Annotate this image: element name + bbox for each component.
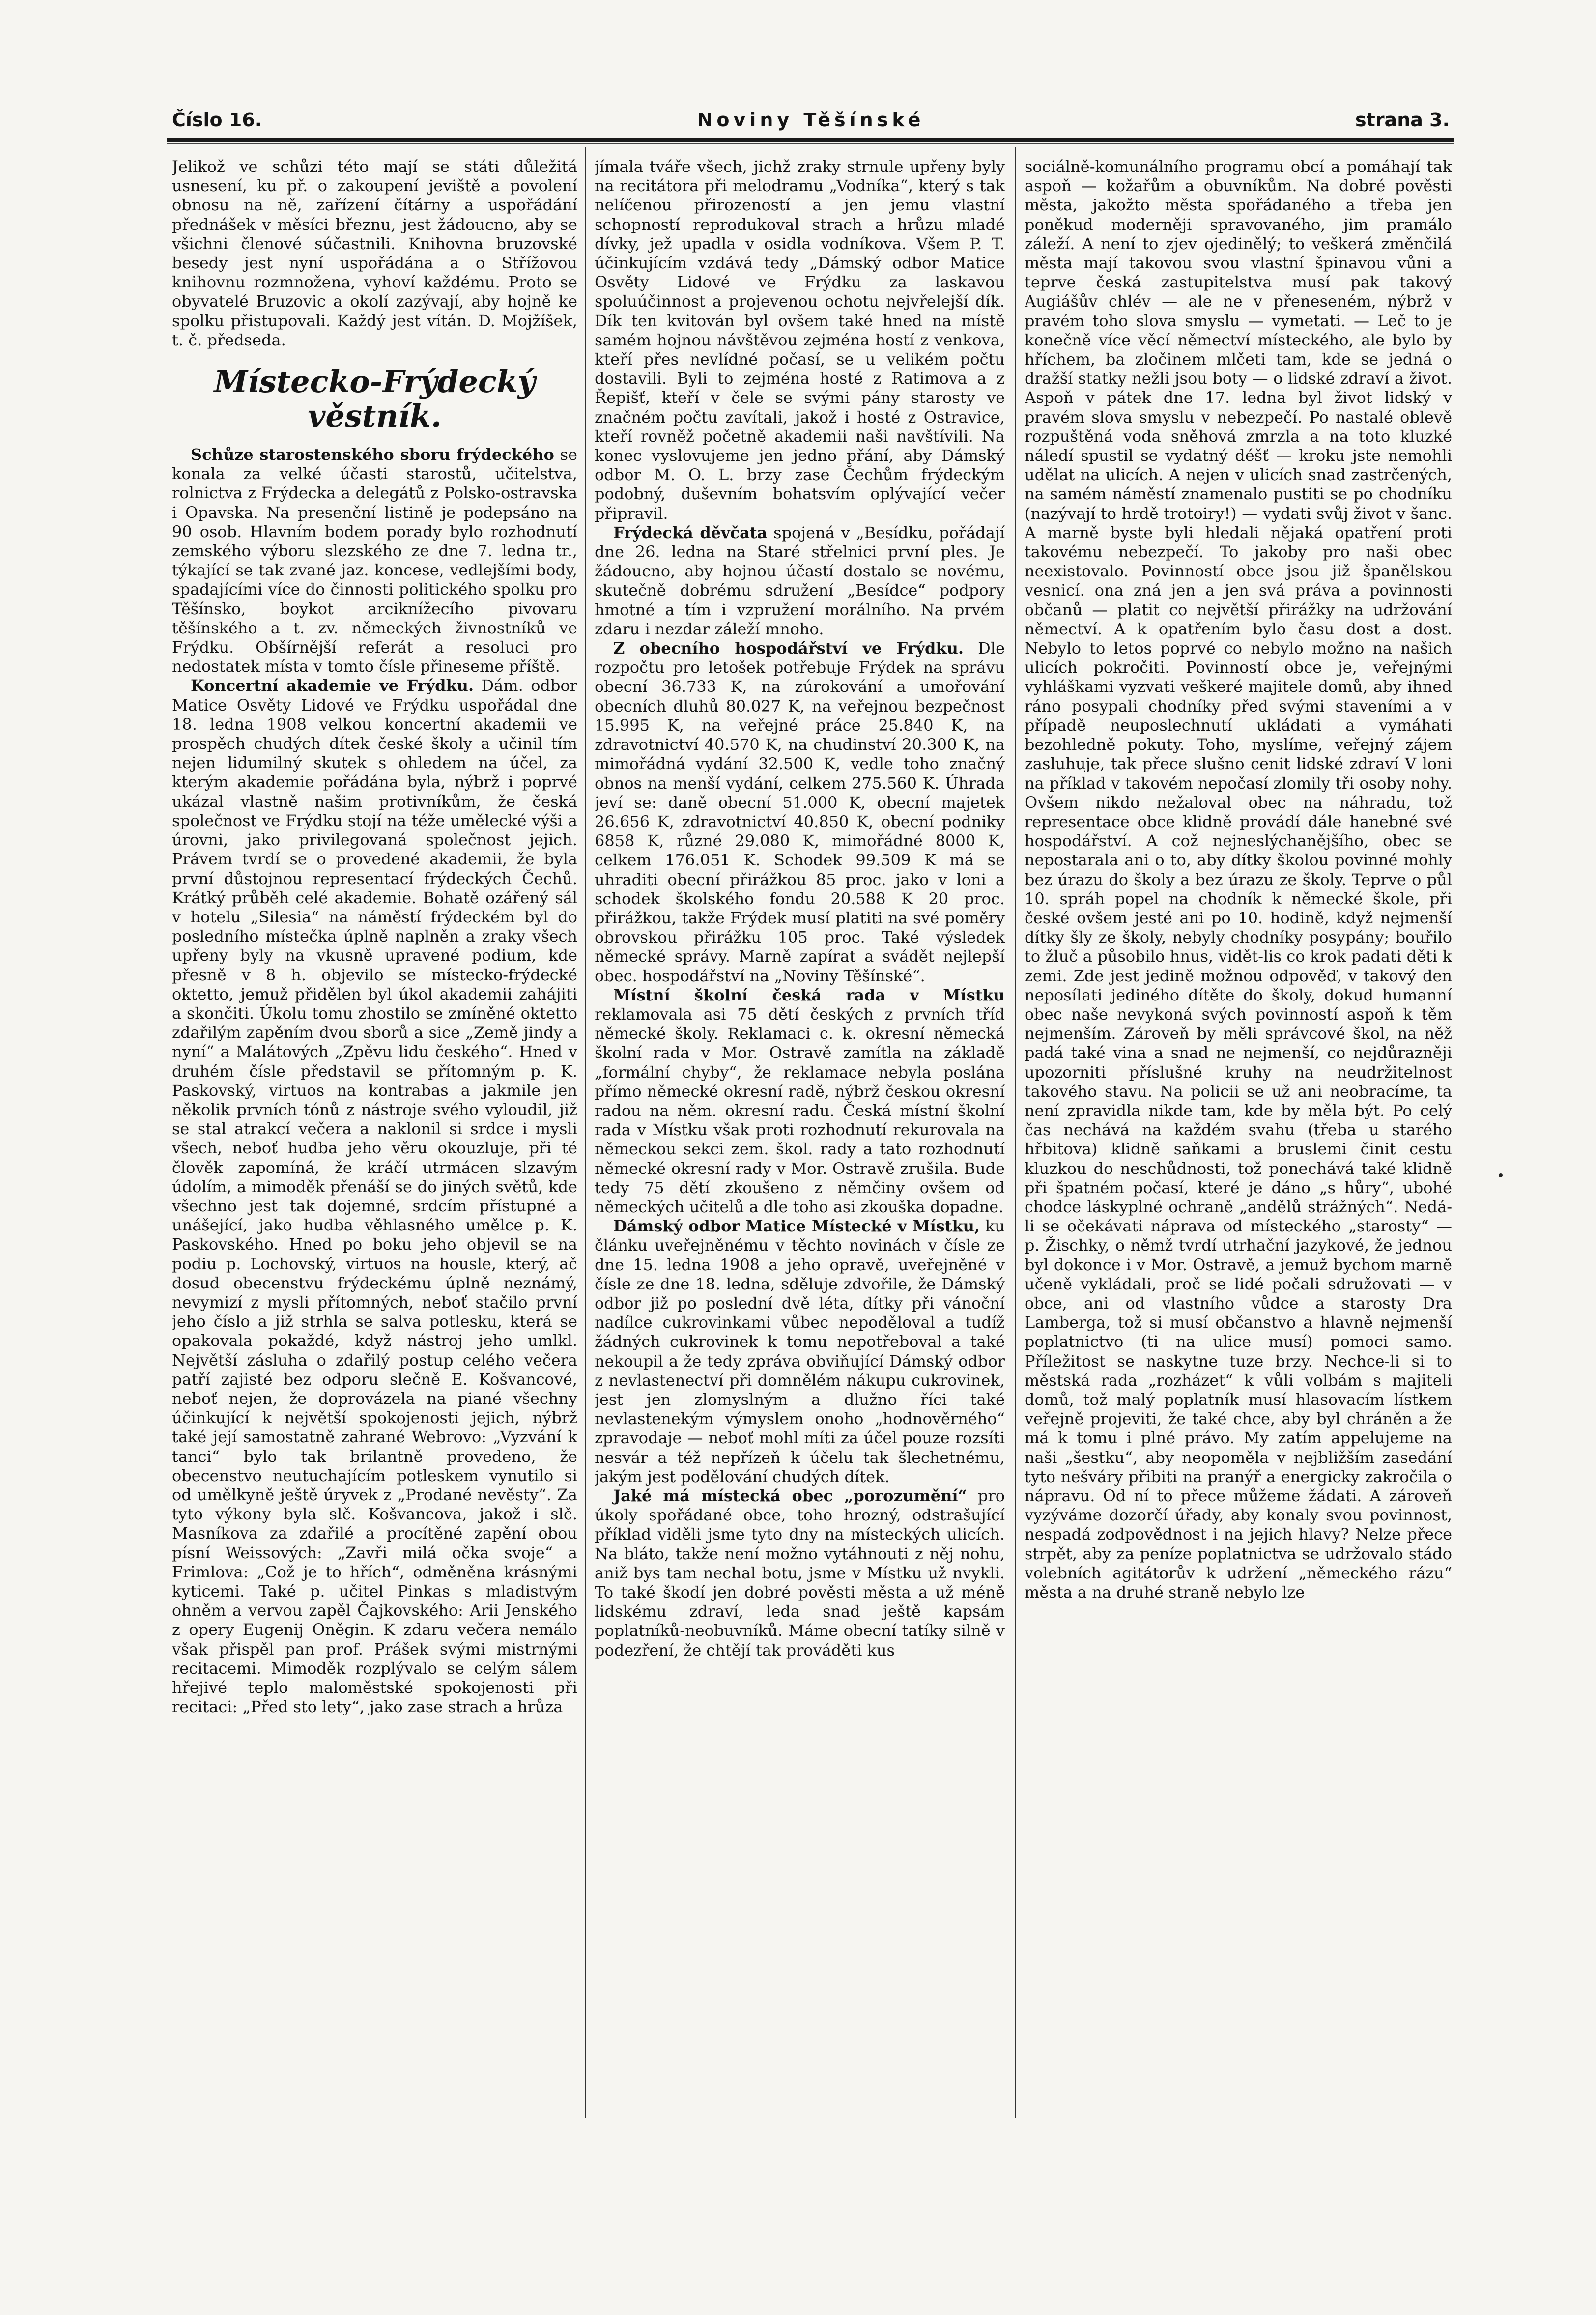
header-rule-thin: [167, 143, 1454, 144]
article-text: se konala za velké účasti starostů, učitelstva, rolnictva z Frýdecka a delegátů z Polsko-ostravska i Opavska. Na presenční listině je podepsáno na 90 osob. Hlavním bodem porady bylo rozhodnutí zemského výboru slezského ze dne 7. ledna tr., týkající se tak zvané jaz. koncese, vedlejšími body, spadajícími více do činnosti politického spolku pro Těšínsko, boykot arciknížecího pivovaru těšínského a t. zv. německých živnostníků ve Frýdku. Obšírnější referát a resoluci pro nedostatek místa v tomto čísle přineseme příště.: [172, 445, 577, 676]
article-paragraph: [595, 1217, 1005, 1486]
article-lead: Místní školní česká rada v Místku: [613, 985, 1005, 1004]
column-3: [1025, 157, 1452, 2118]
article-lead: Frýdecká děvčata: [613, 523, 768, 542]
article-paragraph: [595, 986, 1005, 1217]
masthead-title: Noviny Těšínské: [697, 109, 925, 131]
article-text: Dle rozpočtu pro letošek potřebuje Frýdek na správu obecní 36.733 K, na zúrokování a umořování obecních dluhů 80.027 K, na veřejnou bezpečnost 15.995 K, na veřejné práce 25.840 K, na zdravotnictví 40.570 K, na chudinství 20.300 K, na mimořádná vydání 32.500 K, vedle toho značný obnos na menší vydání, celkem 275.560 K. Úhrada jeví se: daně obecní 51.000 K, obecní majetek 26.656 K, zdravotnictví 40.850 K, obecní podniky 6858 K, různé 29.080 K, mimořádné 8000 K, celkem 176.051 K. Schodek 99.509 K má se uhraditi obecní přirážkou 85 proc. jako v loni a schodek školského fondu 20.588 K 20 proc. přirážkou, takže Frýdek musí platiti na své poměry obrovskou přirážku 105 proc. Také výsledek německé správy. Marně zapírat a svádět nejlepší obec. hospodářství na „Noviny Těšínské“.: [595, 639, 1005, 985]
article-text: spojená v „Besídku, pořádají dne 26. ledna na Staré střelnici první ples. Je žádoucno, aby hojnou účastí dostalo se novému, skutečně dobrému sdružení „Besídce“ podpory hmotné a tím i vzpružení morálního. Na prvém zdaru i nezdar záleží mnoho.: [595, 523, 1005, 638]
article-paragraph: Jelikož ve schůzi této mají se státi důležitá usnesení, ku př. o zakoupení jeviště a povolení obnosu na ně, zařízení čítárny a uspořádání přednášek v měsíci březnu, jest žádoucno, aby se všichni členové súčastnili. Knihovna bruzovské besedy jest nyní uspořádána a o Střížovou knihovnu rozmnožena, vyhoví každému. Proto se obyvatelé Bruzovic a okolí zazývají, aby hojně ke spolku přistupovali. Každý jest vítán. D. Mojžíšek, t. č. předseda.: [172, 157, 577, 349]
issue-number: Číslo 16.: [172, 109, 262, 131]
article-paragraph: sociálně-komunálního programu obcí a pomáhají tak aspoň — kožařům a obuvníkům. Na dobré pověsti města, jakožto města spořádaného a třeba jen poněkud moderněji spravovaného, jim pramálo záleží. A není to zjev ojedinělý; to veškerá změnčilá města mají takovou svou vlastní špinavou vůni a teprve česká zastupitelstva musí pak takový Augiášův chlév — ale ne v přeneseném, nýbrž v pravém toho slova smyslu — vymetati. — Leč to je konečně více věcí němectví místeckého, ale bylo by hříchem, ba zločinem mlčeti tam, kde se jedná o dražší statky nežli jsou boty — o lidské zdraví a život. Aspoň v pátek dne 17. ledna byl život lidský v pravém slova smyslu v nebezpečí. Po nastalé oblevě rozpuštěná voda sněhová zmrzla a na toto kluzké náledí spustil se vydatný déšť — kroku jste nemohli udělat na ulicích. A nejen v ulicích snad zastrčených, na samém náměstí znamenalo pustiti se po chodníku (nazývají to hrdě trotoiry!) — vydati svůj život v šanc. A marně byste byli hledali nějaká opatření proti takovému nebezpečí. To jakoby pro naši obec neexistovalo. Povinností obce jsou již španělskou vesnicí. ona zná jen a jen svá práva a povinnosti občanů — platit co největší přirážky na udržování němectví. A k opatřením bylo času dost a dost. Nebylo to letos poprvé co nebylo možno na našich ulicích pokročiti. Povinností obce je, veřejnými vyhláškami vyzvati veškeré majitele domů, aby ihned ráno posypali chodníky před svými staveními a v případě neuposlechnutí ukládati a vymáhati bezohledně pokuty. Toho, myslíme, veřejný zájem zasluhuje, tak přece slušno cenit lidské zdraví V loni na příklad v takovém nepočasí zlomily tři osoby nohy. Ovšem nikdo nežaloval obec na náhradu, tož representace obce klidně provádí dále hanebné své hospodářství. A což nejneslýchanějšího, obec se nepostarala ani o to, aby dítky školou povinné mohly bez úrazu do školy a bez úrazu ze školy. Teprve o půl 10. spráh popel na chodník k německé škole, při české ovšem jesté ani po 10. hodině, když nejmenší dítky šly ze školy, nebyly chodníky posypány; bouřilo to žluč a působilo hnus, vidět-lis co krok padati děti k zemi. Zde jest jedině možnou odpověď, v takový den neposílati jediného dítěte do školy, dokud humanní obec naše nevykoná svých povinností aspoň k těm nejmenším. Zároveň by měli správcové škol, na něž padá také vina a snad ne nejmenší, co nejdůrazněji upozorniti příslušné kruhy na neudržitelnost takového stavu. Na policii se už ani neobracíme, ta není zpravidla nikde tam, kde by měla být. Po celý čas nechává na každém svahu (třeba u starého hřbitova) klidně saňkami a bruslemi činit cestu kluzkou do neschůdnosti, tož ponechává také klidně při špatném počasí, které je dáno „s hůry“, ubohé chodce láskyplné ochraně „andělů strážných“. Nedá-li se očekávati náprava od místeckého „starosty“ — p. Žischky, o němž tvrdí utrhační jazykové, že jednou byl dokonce i v Mor. Ostravě, a jemuž bychom marně učeně vykládali, proč se lidé počali sdružovati — v obce, ani od vlastního vůdce a starosty Dra Lamberga, tož si musí občanstvo a hlavně nejmenší poplatnictvo (ti na ulice musí) pomoci samo. Příležitost se naskytne tuze brzy. Nechce-li si to městská rada „rozházet“ k vůli volbám s majiteli domů, tož malý poplatník musí hlasovacím lístkem veřejně projeviti, že také chce, aby byl chráněn a že má k tomu i plné právo. My zatím appelujeme na naši „šestku“, aby neopoměla v nejbližším zasedání tyto nešváry přibiti na pranýř a energicky zakročila o nápravu. Od ní to přece můžeme žádati. A zároveň vyzýváme dozorčí úřady, aby konaly svou povinnost, nespadá zodpovědnost i na jejich hlavy? Nelze přece strpět, aby za peníze poplatnictva se udržovalo stádo volebních agitátorův k udržení „německého rázu“ města a na druhé straně nebylo lze: [1025, 157, 1452, 1602]
article-text: pro úkoly spořádané obce, toho hrozný, odstrašující příklad viděli jsme tyto dny na místeckých ulicích. Na bláto, takže není možno vytáhnouti z něj nohu, aniž bys tam nechal botu, jsme v Místku už nvykli. To také škodí jen dobré pověsti města a už méně lidskému zdraví, leda snad ještě kapsám poplatníků-neobuvníků. Máme obecní tatíky silně v podezření, že chtějí tak prováděti kus: [595, 1486, 1005, 1659]
article-text: Dám. odbor Matice Osvěty Lidové ve Frýdku uspořádal dne 18. ledna 1908 velkou koncertní akademii ve prospěch chudých dítek české školy a učinil tím nejen lidumilný skutek s ohledem na účel, za kterým akademie pořádána byla, nýbrž i poprvé ukázal vlastně našim protivníkům, že česká společnost ve Frýdku stojí na téže umělecké výši a úrovni, jako privilegovaná společnost jejich. Právem tvrdí se o provedené akademii, že byla první důstojnou representací frýdeckých Čechů. Krátký průběh celé akademie. Bohatě ozářený sál v hotelu „Silesia“ na náměstí frýdeckém byl do posledního místečka úplně naplněn a zraky všech upřeny byly na vkusně upravené podium, kde přesně v 8 h. objevilo se místecko-frýdecké oktetto, jemuž přidělen byl úkol akademii zahájiti a skončiti. Úkolu tomu zhostilo se zmíněné oktetto zdařilým zapěním dvou sborů a sice „Země jindy a nyní“ a Malátových „Zpěvu lidu českého“. Hned v druhém čísle představil se přítomným p. K. Paskovský, virtuos na kontrabas a jakmile jen několik prvních tónů z nástroje svého vyloudil, již se stal atrakcí večera a naklonil si srdce i mysli všech, neboť hudba jeho věru okouzluje, při té člověk zapomíná, že kráčí utrmácen slzavým údolím, a mimoděk přenáší se do jiných světů, kde všechno jest tak dojemné, srdcím přístupné a unášející, jako hudba věhlasného umělce p. K. Paskovského. Hned po boku jeho objevil se na podiu p. Lochovský, virtuos na housle, který, ač dosud obecenstvu frýdeckému úplně neznámý, nevymizí z mysli přítomných, neboť stačilo první jeho číslo a již strhla se salva potlesku, která se opakovala pokaždé, když nástroj jeho umlkl. Největší zásluha o zdařilý postup celého večera patří zajisté bez odporu slečně E. Košvancové, neboť nejen, že doprovázela na piané všechny účinkující k největší spokojenosti jejich, nýbrž také její samostatně zahrané Webrovo: „Vyzvání k tanci“ bylo tak brilantně provedeno, že obecenstvo neutuchajícím potleskem vynutilo si od umělkyně ještě úryvek z „Prodané nevěsty“. Za tyto výkony byla slč. Košvancova, jakož i slč. Masníkova za zdařilé a procítěné zapění obou písní Weissových: „Zavři milá očka svoje“ a Frimlova: „Což je to hřích“, odměněna krásnými kyticemi. Také p. učitel Pinkas s mladistvým ohněm a vervou zapěl Čajkovského: Arii Jenského z opery Eugenij Oněgin. K zdaru večera nemálo však přispěl pan prof. Prášek svými mistrnými recitacemi. Mimoděk rozplývalo se celým sálem hřejivé teplo maloměstské spokojenosti při recitaci: „Před sto lety“, jako zase strach a hrůza: [172, 676, 577, 1716]
article-lead: Z obecního hospodářství ve Frýdku.: [613, 639, 964, 658]
column-2: [595, 157, 1005, 2118]
article-paragraph: [595, 1486, 1005, 1660]
article-paragraph: [172, 445, 577, 676]
article-text: ku článku uveřejněnému v těchto novinách v čísle ze dne 15. ledna 1908 a jeho opravě, uveřejněné v čísle ze dne 18. ledna, sděluje zdvořile, že Dámský odbor již po poslední dvě léta, dítky při vánoční nadílce cukrovinkami vůbec nepoděloval a tudíž žádných cukrovinek k tomu nepotřeboval a také nekoupil a že tedy zpráva obviňující Dámský odbor z nevlastenectví při domnělém nákupu cukrovinek, jest jen zlomyslným a dlužno říci také nevlastenekým výmyslem onoho „hodnověrného“ zpravodaje — neboť mohl míti za účel pouze rozsíti nesvár a též nepřízeň k účelu tak šlechetnému, jakým jest podělování chudých dítek.: [595, 1217, 1005, 1486]
page-header: [172, 109, 1450, 132]
column-divider-1: [585, 147, 586, 2118]
article-paragraph: jímala tváře všech, jichž zraky strnule upřeny byly na recitátora při melodramu „Vodníka“, který s tak nelíčenou přirozeností a jen jemu vlastní schopností reprodukoval strach a hrůzu mladé dívky, jež upadla v osidla vodníkova. Všem P. T. účinkujícím vzdává tedy „Dámský odbor Matice Osvěty Lidové ve Frýdku za laskavou spoluúčinnost a projevenou ochotu nejvřelejší dík. Dík ten kvitován byl ovšem také hned na místě samém hojnou návštěvou zejména hostí z venkova, kteří přes nevlídné počasí, se u velikém počtu dostavili. Byli to zejména hosté z Ratimova a z Řepišť, kteří v čele se svými pány starosty ve značném počtu zavítali, jakož i hosté z Ostravice, kteří rovněž početně akademii naši navštívili. Na konec vyslovujeme jen jedno přání, aby Dámský odbor M. O. L. brzy zase Čechům frýdeckým podobný, duševním bohatsvím oplývající večer připravil.: [595, 157, 1005, 523]
article-text: reklamovala asi 75 dětí českých z prvních tříd německé školy. Reklamaci c. k. okresní německá školní rada v Mor. Ostravě zamítla na základě „formální chyby“, že reklamace nebyla poslána přímo německé okresní radě, nýbrž českou okresní radou na něm. okresní radu. Česká místní školní rada v Místku však proti rozhodnutí rekurovala na německou sekci zem. škol. rady a tato rozhodnutí německé okresní rady v Mor. Ostravě zrušila. Bude tedy 75 dětí zkoušeno z němčiny ovšem od německých učitelů a dle toho asi zkouška dopadne.: [595, 1004, 1005, 1216]
section-rubric: Místecko-Frýdecký věstník.: [214, 364, 536, 434]
article-paragraph: [595, 523, 1005, 639]
article-paragraph: [595, 639, 1005, 986]
header-rule: [167, 138, 1454, 142]
article-lead: Dámský odbor Matice Místecké v Místku,: [613, 1217, 980, 1236]
article-lead: Schůze starostenského sboru frýdeckého: [191, 445, 554, 464]
column-1: [172, 157, 577, 2118]
print-speck: [1499, 1173, 1503, 1177]
article-paragraph: [172, 676, 577, 1716]
article-lead: Jaké má místecká obec „porozumění“: [613, 1486, 967, 1506]
page-number: strana 3.: [1355, 109, 1450, 131]
column-divider-2: [1015, 147, 1016, 2118]
article-lead: Koncertní akademie ve Frýdku.: [191, 676, 474, 695]
